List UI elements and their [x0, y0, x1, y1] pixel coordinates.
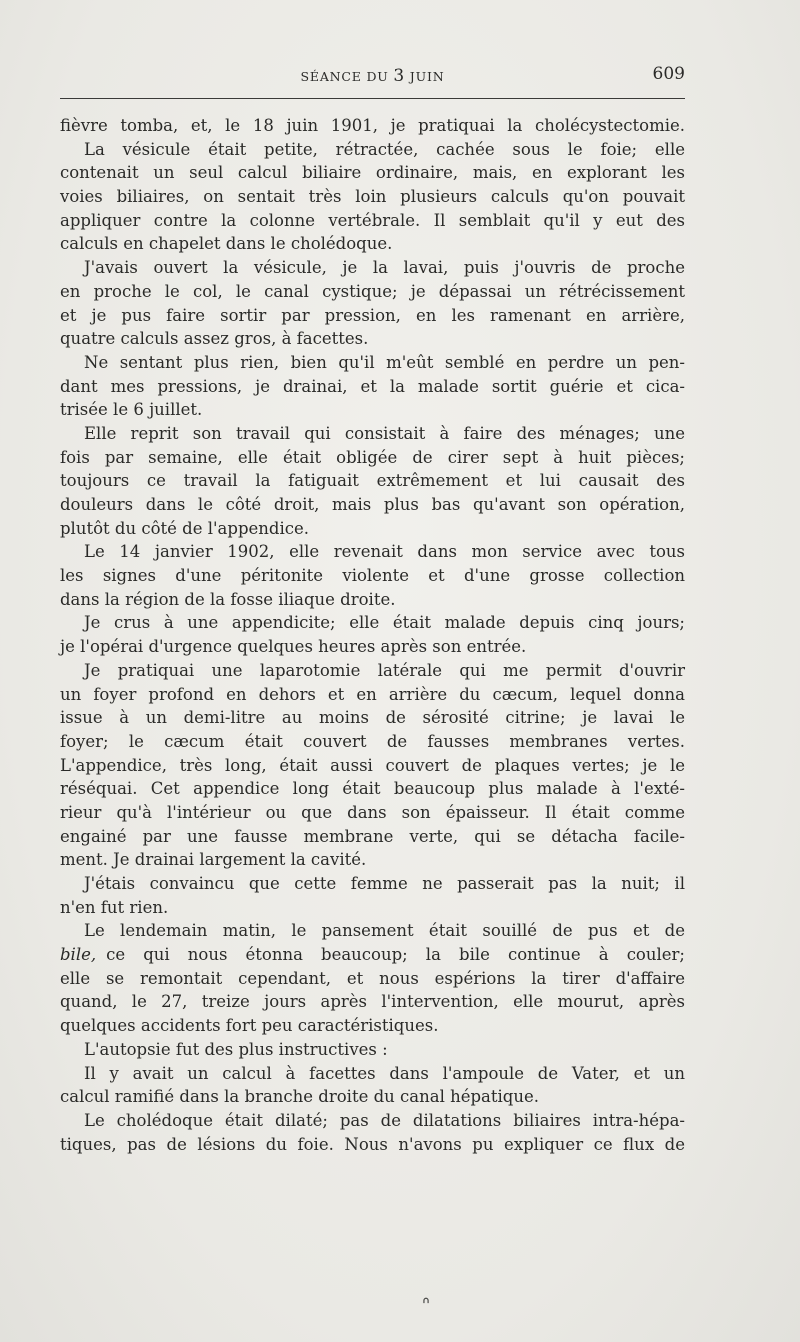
text-line: La vésicule était petite, rétractée, cachée sous le foie; elle: [84, 139, 685, 159]
text-line-with-italic: [60, 943, 685, 967]
text-line-rest: ce qui nous étonna beaucoup; la bile continue à couler;: [106, 945, 685, 965]
text-line: Le 14 janvier 1902, elle revenait dans mon service avec tous: [84, 542, 685, 562]
text-line: J'avais ouvert la vésicule, je la lavai, puis j'ouvris de proche: [84, 258, 685, 278]
text-line: J'étais convaincu que cette femme ne passerait pas la nuit; il: [84, 874, 685, 893]
text-line: elle se remontait cependant, et nous espérions la tirer d'affaire: [60, 968, 685, 988]
text-line: un foyer profond en dehors et en arrière du cæcum, lequel donna: [60, 684, 685, 704]
text-line: dant mes pressions, je drainai, et la malade sortit guérie et cica-: [60, 376, 685, 396]
text-line: Je pratiquai une laparotomie latérale qui me permit d'ouvrir: [84, 660, 685, 680]
text-line: engainé par une fausse membrane verte, qui se détacha facile-: [60, 826, 685, 846]
text-line: les signes d'une péritonite violente et d'une grosse collection: [60, 566, 685, 586]
text-line: tiques, pas de lésions du foie. Nous n'avons pu expliquer ce flux de: [60, 1134, 685, 1154]
text-line: foyer; le cæcum était couvert de fausses membranes vertes.: [60, 731, 685, 751]
text-line: issue à un demi-litre au moins de sérosité citrine; je lavai le: [60, 708, 685, 728]
text-line: plutôt du côté de l'appendice.: [60, 518, 309, 538]
text-line: Elle reprit son travail qui consistait à faire des ménages; une: [84, 423, 685, 443]
text-line: rieur qu'à l'intérieur ou que dans son épaisseur. Il était comme: [60, 802, 685, 822]
text-line: ment. Je drainai largement la cavité.: [60, 850, 367, 870]
header-rule: [60, 98, 685, 99]
text-line: toujours ce travail la fatiguait extrêmement et lui causait des: [60, 471, 685, 491]
running-title-pre: SÉANCE DU: [300, 69, 394, 84]
text-line: calcul ramifié dans la branche droite du canal hépatique.: [60, 1087, 539, 1107]
text-line: contenait un seul calcul biliaire ordinaire, mais, en explorant les: [60, 163, 685, 183]
text-line: réséquai. Cet appendice long était beaucoup plus malade à l'exté-: [60, 779, 685, 799]
text-line: je l'opérai d'urgence quelques heures après son entrée.: [60, 637, 527, 657]
text-line: quatre calculs assez gros, à facettes.: [60, 329, 369, 349]
signature-mark: ᐢ: [422, 1292, 430, 1316]
text-line: L'appendice, très long, était aussi couvert de plaques vertes; je le: [60, 755, 685, 775]
body-text: [60, 114, 685, 1156]
running-title-day: 3: [393, 66, 406, 86]
italic-word: bile,: [60, 945, 97, 965]
text-line: Le cholédoque était dilaté; pas de dilatations biliaires intra-hépa-: [84, 1110, 685, 1130]
text-line: dans la région de la fosse iliaque droite.: [60, 589, 396, 609]
text-line: Je crus à une appendicite; elle était malade depuis cinq jours;: [84, 613, 685, 633]
text-line: quand, le 27, treize jours après l'intervention, elle mourut, après: [60, 992, 685, 1012]
text-line: fois par semaine, elle était obligée de cirer sept à huit pièces;: [60, 447, 685, 467]
running-title-month: JUIN: [405, 69, 445, 84]
text-line: Ne sentant plus rien, bien qu'il m'eût semblé en perdre un pen-: [84, 352, 685, 372]
text-line: quelques accidents fort peu caractéristiques.: [60, 1016, 439, 1036]
text-line: et je pus faire sortir par pression, en les ramenant en arrière,: [60, 305, 685, 325]
text-line: appliquer contre la colonne vertébrale. Il semblait qu'il y eut des: [60, 210, 685, 230]
running-head: [60, 64, 685, 86]
text-line: fièvre tomba, et, le 18 juin 1901, je pratiquai la cholécystectomie.: [60, 116, 685, 135]
text-line: trisée le 6 juillet.: [60, 400, 203, 420]
text-line: douleurs dans le côté droit, mais plus bas qu'avant son opération,: [60, 495, 685, 514]
text-line: Il y avait un calcul à facettes dans l'ampoule de Vater, et un: [84, 1063, 685, 1083]
text-line: n'en fut rien.: [60, 897, 169, 917]
text-line: L'autopsie fut des plus instructives :: [84, 1039, 388, 1059]
page-number: 609: [652, 64, 685, 84]
text-line: Le lendemain matin, le pansement était souillé de pus et de: [84, 921, 685, 941]
text-line: voies biliaires, on sentait très loin plusieurs calculs qu'on pouvait: [60, 187, 685, 207]
running-title: [60, 66, 685, 86]
text-line: calculs en chapelet dans le cholédoque.: [60, 234, 393, 254]
text-line: en proche le col, le canal cystique; je dépassai un rétrécissement: [60, 281, 685, 301]
